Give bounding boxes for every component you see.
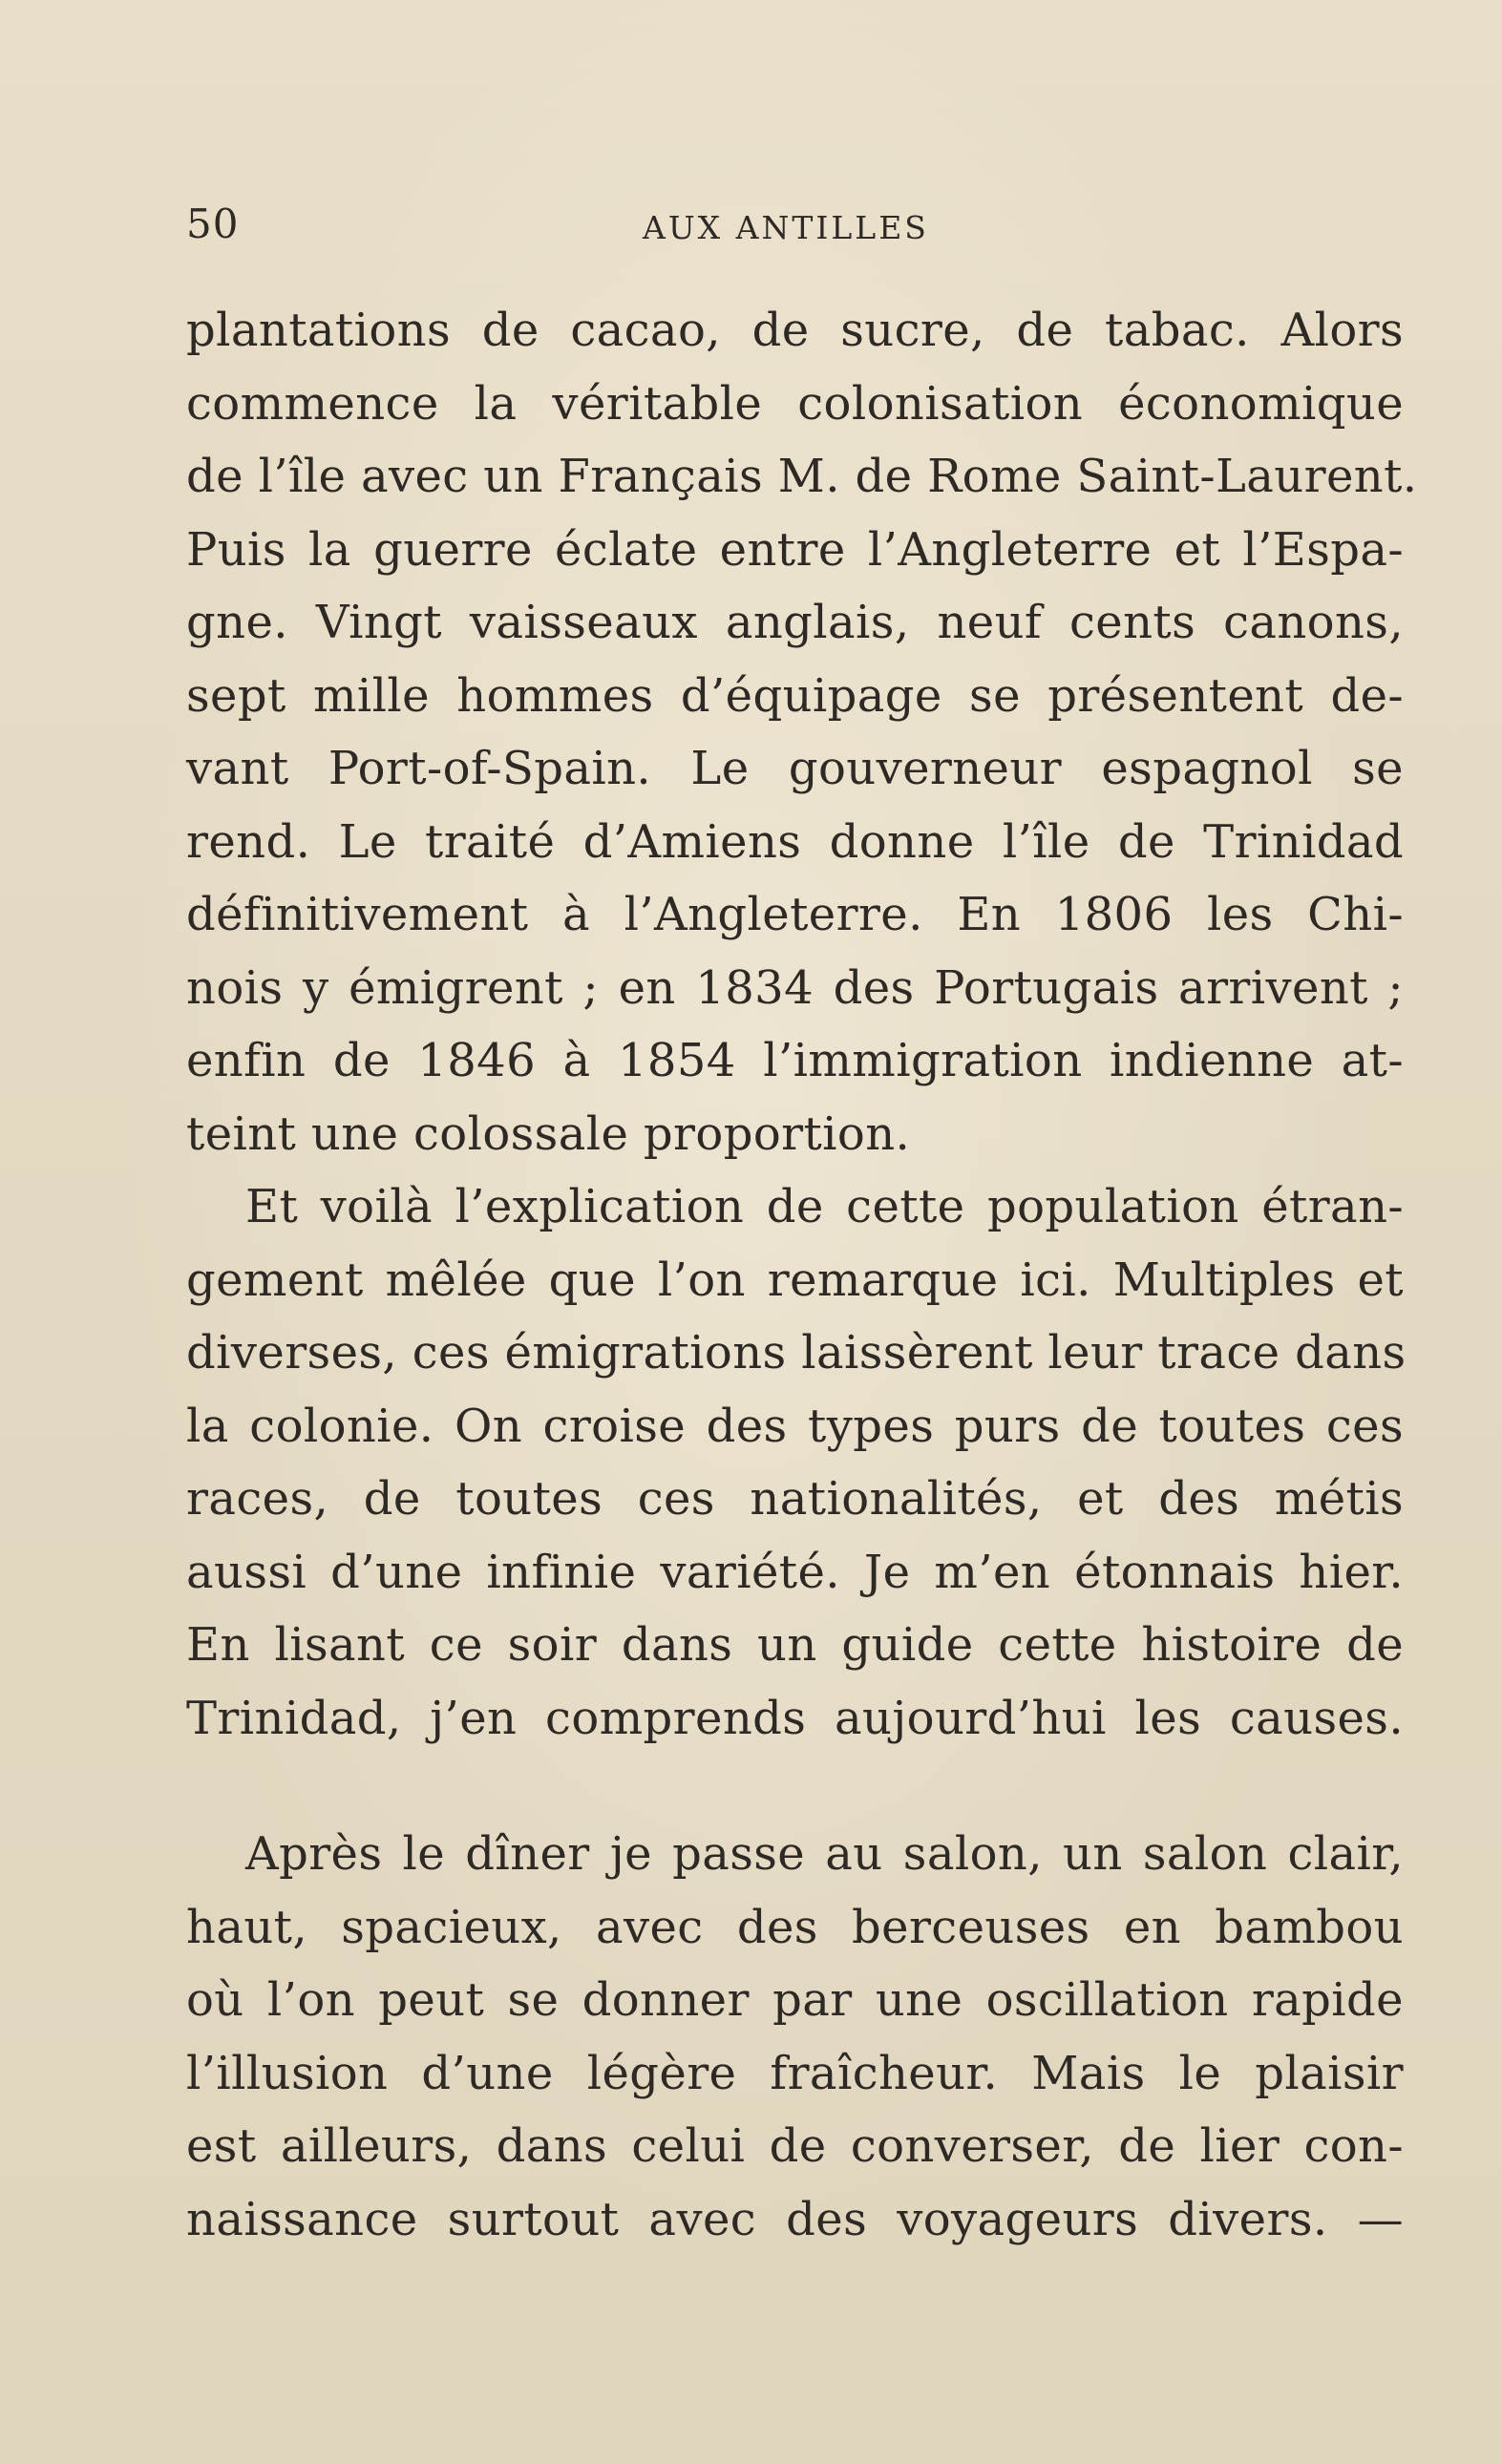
text-line: la colonie. On croise des types purs de toutes ces xyxy=(186,1399,1404,1453)
body-text xyxy=(186,294,1418,2256)
text-line: de l’île avec un Français M. de Rome Saint-Laurent. xyxy=(186,450,1418,503)
text-line: vant Port-of-Spain. Le gouverneur espagnol se xyxy=(186,742,1404,795)
paragraph-2 xyxy=(186,1170,1407,1755)
text-line: l’illusion d’une légère fraîcheur. Mais le plaisir xyxy=(186,2046,1404,2100)
text-line: gement mêlée que l’on remarque ici. Multiples et xyxy=(186,1253,1404,1307)
section-break xyxy=(186,1755,1404,1818)
text-line: aussi d’une infinie variété. Je m’en étonnais hier. xyxy=(186,1545,1404,1599)
text-line: races, de toutes ces nationalités, et des métis xyxy=(186,1472,1404,1526)
text-line: Après le dîner je passe au salon, un salon clair, xyxy=(245,1827,1404,1881)
text-line: nois y émigrent ; en 1834 des Portugais arrivent ; xyxy=(186,960,1404,1015)
page-number: 50 xyxy=(186,200,240,247)
text-line: naissance surtout avec des voyageurs divers. — xyxy=(186,2192,1404,2246)
text-line: est ailleurs, dans celui de converser, de lier con- xyxy=(186,2119,1404,2173)
text-line: plantations de cacao, de sucre, de tabac. Alors xyxy=(186,304,1404,357)
text-line: teint une colossale proportion. xyxy=(186,1106,911,1161)
text-line: rend. Le traité d’Amiens donne l’île de Trinidad xyxy=(186,814,1404,869)
text-line: En lisant ce soir dans un guide cette histoire de xyxy=(186,1618,1404,1672)
running-title: AUX ANTILLES xyxy=(643,209,929,246)
page-header xyxy=(186,196,1404,253)
paragraph-1 xyxy=(186,294,1418,1170)
text-line: où l’on peut se donner par une oscillation rapide xyxy=(186,1973,1404,2027)
text-line: sept mille hommes d’équipage se présentent de- xyxy=(186,668,1404,723)
text-line: commence la véritable colonisation économique xyxy=(186,376,1404,431)
text-line: diverses, ces émigrations laissèrent leur trace dans xyxy=(186,1326,1407,1379)
text-line: définitivement à l’Angleterre. En 1806 les Chi- xyxy=(186,888,1404,941)
text-line: haut, spacieux, avec des berceuses en bambou xyxy=(186,1900,1404,1954)
paragraph-3 xyxy=(186,1818,1404,2256)
text-line: Trinidad, j’en comprends aujourd’hui les causes. xyxy=(186,1691,1404,1745)
text-line: Et voilà l’explication de cette population étran- xyxy=(245,1180,1404,1233)
text-line: Puis la guerre éclate entre l’Angleterre et l’Espa- xyxy=(186,522,1404,577)
text-line: enfin de 1846 à 1854 l’immigration indienne at- xyxy=(186,1034,1404,1087)
text-line: gne. Vingt vaisseaux anglais, neuf cents canons, xyxy=(186,596,1404,649)
